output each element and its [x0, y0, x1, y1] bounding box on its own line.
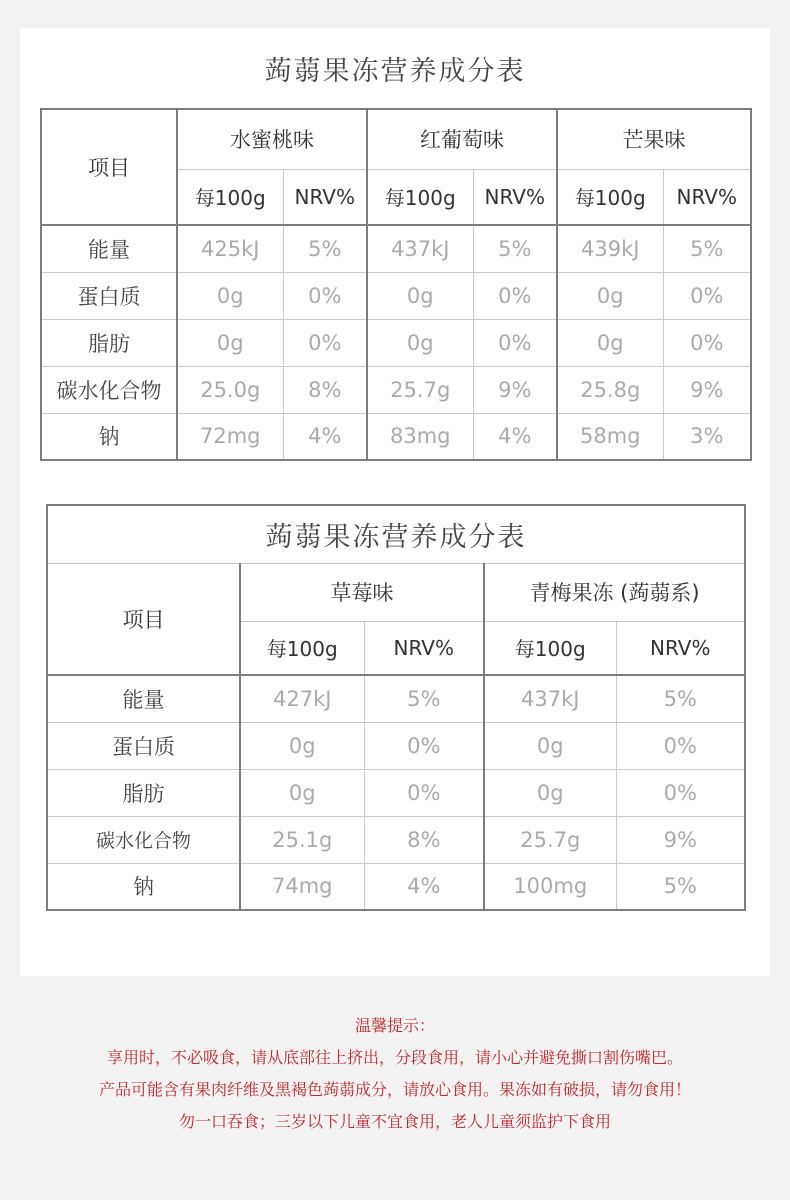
nrv-header: NRV% — [616, 621, 745, 675]
flavor-header-grape: 红葡萄味 — [367, 109, 557, 169]
row-label: 碳水化合物 — [47, 816, 240, 863]
notice-heading: 温馨提示： — [354, 1016, 435, 1035]
value-cell: 9% — [663, 366, 751, 413]
per100g-header: 每100g — [557, 169, 663, 225]
per100g-header: 每100g — [367, 169, 473, 225]
value-cell: 0% — [364, 769, 484, 816]
nutrition-table-1 — [40, 108, 752, 461]
value-cell: 0% — [663, 272, 751, 319]
per100g-header: 每100g — [484, 621, 616, 675]
value-cell: 0g — [484, 722, 616, 769]
value-cell: 0% — [364, 722, 484, 769]
nrv-header: NRV% — [283, 169, 367, 225]
value-cell: 0% — [473, 272, 557, 319]
table-row — [41, 413, 751, 460]
per100g-header: 每100g — [177, 169, 283, 225]
value-cell: 0g — [240, 722, 364, 769]
value-cell: 25.7g — [484, 816, 616, 863]
row-label: 蛋白质 — [41, 272, 177, 319]
row-label: 钠 — [41, 413, 177, 460]
row-label: 脂肪 — [41, 319, 177, 366]
value-cell: 8% — [364, 816, 484, 863]
table-row — [47, 816, 745, 863]
value-cell: 0g — [177, 272, 283, 319]
value-cell: 5% — [616, 863, 745, 910]
value-cell: 437kJ — [367, 225, 473, 272]
value-cell: 5% — [616, 675, 745, 722]
row-label: 蛋白质 — [47, 722, 240, 769]
flavor-header-mango: 芒果味 — [557, 109, 751, 169]
row-label: 能量 — [47, 675, 240, 722]
value-cell: 74mg — [240, 863, 364, 910]
value-cell: 0% — [283, 272, 367, 319]
nrv-header: NRV% — [473, 169, 557, 225]
table-row — [41, 225, 751, 272]
row-label: 钠 — [47, 863, 240, 910]
value-cell: 0% — [283, 319, 367, 366]
nrv-header: NRV% — [364, 621, 484, 675]
value-cell: 58mg — [557, 413, 663, 460]
value-cell: 3% — [663, 413, 751, 460]
table-row — [47, 769, 745, 816]
value-cell: 9% — [473, 366, 557, 413]
table2-title: 蒟蒻果冻营养成分表 — [265, 521, 527, 553]
value-cell: 5% — [663, 225, 751, 272]
value-cell: 4% — [364, 863, 484, 910]
value-cell: 0% — [663, 319, 751, 366]
value-cell: 5% — [364, 675, 484, 722]
value-cell: 0g — [484, 769, 616, 816]
table-row — [47, 722, 745, 769]
notice-line: 享用时，不必吸食，请从底部往上挤出，分段食用，请小心并避免撕口割伤嘴巴。 — [106, 1048, 683, 1067]
notice-line: 产品可能含有果肉纤维及黑褐色蒟蒻成分，请放心食用。果冻如有破损，请勿食用！ — [98, 1080, 691, 1099]
value-cell: 100mg — [484, 863, 616, 910]
value-cell: 0% — [473, 319, 557, 366]
value-cell: 0% — [616, 769, 745, 816]
notice-line: 勿一口吞食；三岁以下儿童不宜食用，老人儿童须监护下食用 — [178, 1112, 611, 1131]
value-cell: 437kJ — [484, 675, 616, 722]
value-cell: 5% — [473, 225, 557, 272]
value-cell: 0g — [177, 319, 283, 366]
item-header: 项目 — [47, 563, 240, 675]
row-label: 碳水化合物 — [41, 366, 177, 413]
table-row — [41, 366, 751, 413]
value-cell: 25.8g — [557, 366, 663, 413]
nrv-header: NRV% — [663, 169, 751, 225]
value-cell: 25.1g — [240, 816, 364, 863]
row-label: 能量 — [41, 225, 177, 272]
value-cell: 0g — [557, 272, 663, 319]
value-cell: 8% — [283, 366, 367, 413]
flavor-header-green-plum: 青梅果冻 (蒟蒻系) — [484, 563, 745, 621]
item-header: 项目 — [41, 109, 177, 225]
table1-title: 蒟蒻果冻营养成分表 — [264, 56, 526, 87]
value-cell: 25.7g — [367, 366, 473, 413]
value-cell: 0g — [367, 272, 473, 319]
flavor-header-peach: 水蜜桃味 — [177, 109, 367, 169]
value-cell: 4% — [283, 413, 367, 460]
value-cell: 72mg — [177, 413, 283, 460]
value-cell: 4% — [473, 413, 557, 460]
nutrition-table-2 — [46, 504, 746, 911]
table-row — [47, 863, 745, 910]
row-label: 脂肪 — [47, 769, 240, 816]
value-cell: 0% — [616, 722, 745, 769]
value-cell: 439kJ — [557, 225, 663, 272]
table-row — [41, 319, 751, 366]
table-row — [41, 272, 751, 319]
table-row — [47, 675, 745, 722]
value-cell: 0g — [367, 319, 473, 366]
value-cell: 0g — [240, 769, 364, 816]
flavor-header-strawberry: 草莓味 — [240, 563, 484, 621]
value-cell: 425kJ — [177, 225, 283, 272]
value-cell: 83mg — [367, 413, 473, 460]
value-cell: 0g — [557, 319, 663, 366]
warm-notice — [0, 1010, 790, 1138]
value-cell: 9% — [616, 816, 745, 863]
value-cell: 5% — [283, 225, 367, 272]
value-cell: 427kJ — [240, 675, 364, 722]
value-cell: 25.0g — [177, 366, 283, 413]
per100g-header: 每100g — [240, 621, 364, 675]
